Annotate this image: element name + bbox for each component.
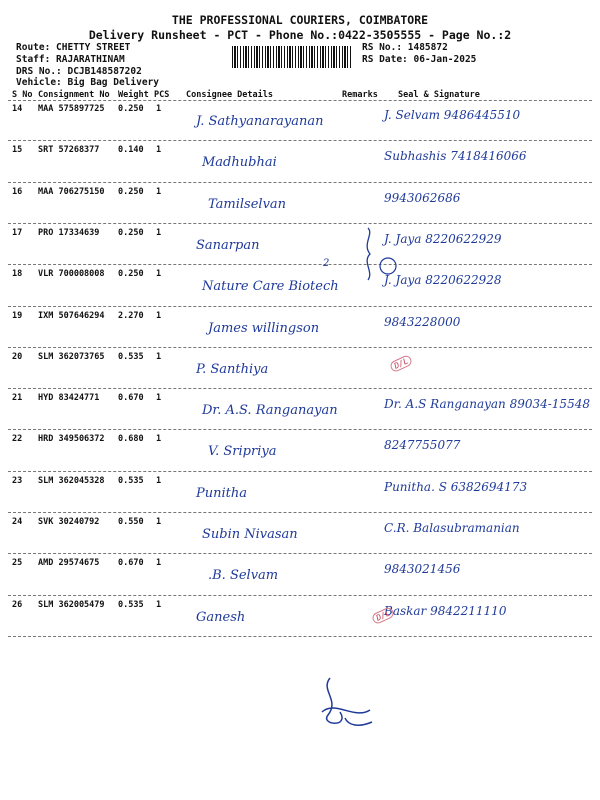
row-pcs: 1 bbox=[156, 351, 162, 362]
row-pcs: 1 bbox=[156, 599, 162, 610]
row-weight: 0.550 bbox=[118, 517, 144, 527]
row-divider bbox=[8, 553, 592, 554]
row-consignee-handwritten: Tamilselvan bbox=[208, 196, 287, 212]
rs-number: RS No.: 1485872 bbox=[362, 42, 448, 53]
row-sno: 24 bbox=[12, 517, 23, 527]
company-title: THE PROFESSIONAL COURIERS, COIMBATORE bbox=[171, 13, 429, 27]
row-signature-handwritten: 8247755077 bbox=[384, 438, 461, 453]
row-consignee-handwritten: J. Sathyanarayanan bbox=[196, 114, 324, 129]
dl-stamp: D/L bbox=[389, 354, 414, 373]
row-signature-handwritten: Subhashis 7418416066 bbox=[384, 149, 527, 164]
runsheet-subtitle: Delivery Runsheet - PCT - Phone No.:0422-3505555 - Page No.:2 bbox=[88, 28, 512, 42]
row-sno: 26 bbox=[12, 599, 23, 610]
row-sno: 14 bbox=[12, 104, 23, 114]
row-signature-handwritten: J. Jaya 8220622928 bbox=[384, 273, 502, 288]
row-consignee-handwritten: Madhubhai bbox=[202, 155, 277, 171]
row-divider bbox=[8, 512, 592, 513]
row-sno: 16 bbox=[12, 186, 23, 197]
row-pcs: 1 bbox=[156, 227, 162, 238]
row-signature-handwritten: Dr. A.S Ranganayan 89034-15548 bbox=[384, 397, 590, 412]
row-divider bbox=[8, 140, 592, 141]
row-consignee-handwritten: Subin Nivasan bbox=[202, 527, 298, 542]
col-pcs: PCS bbox=[154, 90, 170, 100]
row-consignment-no: SRT 57268377 bbox=[38, 145, 100, 156]
barcode bbox=[232, 46, 352, 68]
row-consignment-no: SVK 30240792 bbox=[38, 517, 100, 527]
row-divider bbox=[8, 264, 592, 265]
row-divider bbox=[8, 388, 592, 389]
col-weight: Weight bbox=[118, 90, 149, 100]
row-consignee-handwritten: Nature Care Biotech bbox=[202, 279, 339, 295]
row-consignment-no: IXM 507646294 bbox=[38, 310, 105, 321]
row-sno: 19 bbox=[12, 310, 23, 321]
row-pcs: 1 bbox=[156, 517, 162, 527]
col-sno: S No bbox=[12, 90, 33, 100]
row-sno: 17 bbox=[12, 227, 23, 238]
row-sno: 22 bbox=[12, 434, 23, 445]
row-weight: 0.250 bbox=[118, 104, 144, 114]
row-signature-handwritten: 9843228000 bbox=[384, 314, 461, 329]
row-divider bbox=[8, 429, 592, 430]
row-weight: 0.670 bbox=[118, 558, 144, 569]
row-weight: 0.140 bbox=[118, 145, 144, 156]
row-pcs: 1 bbox=[156, 393, 162, 404]
row-consignee-handwritten: James willingson bbox=[208, 320, 320, 336]
row-pcs: 1 bbox=[156, 310, 162, 321]
circle-mark-number: 2 bbox=[323, 258, 330, 269]
staff-label: Staff: RAJARATHINAM bbox=[16, 54, 125, 65]
row-divider bbox=[8, 636, 592, 637]
vehicle-label: Vehicle: Big Bag Delivery bbox=[16, 77, 159, 88]
row-consignee-handwritten: .B. Selvam bbox=[208, 568, 279, 584]
row-consignee-handwritten: Sanarpan bbox=[196, 237, 260, 253]
row-signature-handwritten: Punitha. S 6382694173 bbox=[384, 479, 528, 494]
row-consignment-no: AMD 29574675 bbox=[38, 558, 100, 569]
row-divider bbox=[8, 182, 592, 183]
row-signature-handwritten: 9843021456 bbox=[384, 562, 461, 577]
row-consignment-no: SLM 362005479 bbox=[38, 599, 105, 610]
row-divider bbox=[8, 347, 592, 348]
bracket-mark bbox=[360, 224, 400, 284]
row-consignment-no: MAA 575897725 bbox=[38, 104, 105, 114]
row-signature-handwritten: Baskar 9842211110 bbox=[384, 603, 507, 618]
row-consignment-no: PRO 17334639 bbox=[38, 227, 100, 238]
col-seal: Seal & Signature bbox=[398, 90, 480, 100]
row-pcs: 1 bbox=[156, 434, 162, 445]
row-pcs: 1 bbox=[156, 145, 162, 156]
row-sno: 25 bbox=[12, 558, 23, 569]
row-signature-handwritten: J. Selvam 9486445510 bbox=[384, 108, 521, 122]
row-signature-handwritten: C.R. Balasubramanian bbox=[384, 521, 520, 535]
row-pcs: 1 bbox=[156, 186, 162, 197]
row-divider bbox=[8, 223, 592, 224]
dl-stamp: D/L bbox=[371, 606, 396, 625]
row-weight: 0.670 bbox=[118, 393, 144, 404]
col-consignment: Consignment No bbox=[38, 90, 110, 100]
row-weight: 2.270 bbox=[118, 310, 144, 321]
rs-date: RS Date: 06-Jan-2025 bbox=[362, 54, 477, 65]
row-weight: 0.250 bbox=[118, 269, 144, 280]
row-consignee-handwritten: Dr. A.S. Ranganayan bbox=[202, 403, 338, 419]
route-label: Route: CHETTY STREET bbox=[16, 42, 131, 53]
row-consignment-no: VLR 700008008 bbox=[38, 269, 105, 280]
row-consignment-no: SLM 362045328 bbox=[38, 475, 105, 486]
row-pcs: 1 bbox=[156, 475, 162, 486]
row-weight: 0.535 bbox=[118, 351, 144, 362]
row-signature-handwritten: J. Jaya 8220622929 bbox=[384, 231, 502, 246]
row-weight: 0.250 bbox=[118, 186, 144, 197]
row-consignee-handwritten: Ganesh bbox=[196, 609, 246, 625]
row-sno: 23 bbox=[12, 475, 23, 486]
row-sno: 21 bbox=[12, 393, 23, 404]
row-signature-handwritten: 9943062686 bbox=[384, 190, 461, 205]
row-consignment-no: MAA 706275150 bbox=[38, 186, 105, 197]
row-sno: 15 bbox=[12, 145, 23, 156]
header-divider bbox=[8, 100, 592, 101]
row-sno: 18 bbox=[12, 269, 23, 280]
col-remarks: Remarks bbox=[342, 90, 378, 100]
row-consignment-no: SLM 362073765 bbox=[38, 351, 105, 362]
row-consignee-handwritten: Punitha bbox=[196, 485, 247, 501]
row-divider bbox=[8, 306, 592, 307]
row-consignment-no: HRD 349506372 bbox=[38, 434, 105, 445]
row-weight: 0.250 bbox=[118, 227, 144, 238]
row-consignee-handwritten: P. Santhiya bbox=[196, 361, 269, 377]
row-pcs: 1 bbox=[156, 558, 162, 569]
col-consignee: Consignee Details bbox=[186, 90, 273, 100]
row-consignment-no: HYD 83424771 bbox=[38, 393, 100, 404]
row-pcs: 1 bbox=[156, 269, 162, 280]
row-weight: 0.535 bbox=[118, 475, 144, 486]
row-sno: 20 bbox=[12, 351, 23, 362]
row-divider bbox=[8, 595, 592, 596]
drs-label: DRS No.: DCJB148587202 bbox=[16, 66, 142, 77]
row-weight: 0.680 bbox=[118, 434, 144, 445]
row-divider bbox=[8, 471, 592, 472]
row-pcs: 1 bbox=[156, 104, 162, 114]
row-weight: 0.535 bbox=[118, 599, 144, 610]
row-consignee-handwritten: V. Sripriya bbox=[208, 444, 277, 460]
supervisor-signature bbox=[310, 670, 380, 730]
